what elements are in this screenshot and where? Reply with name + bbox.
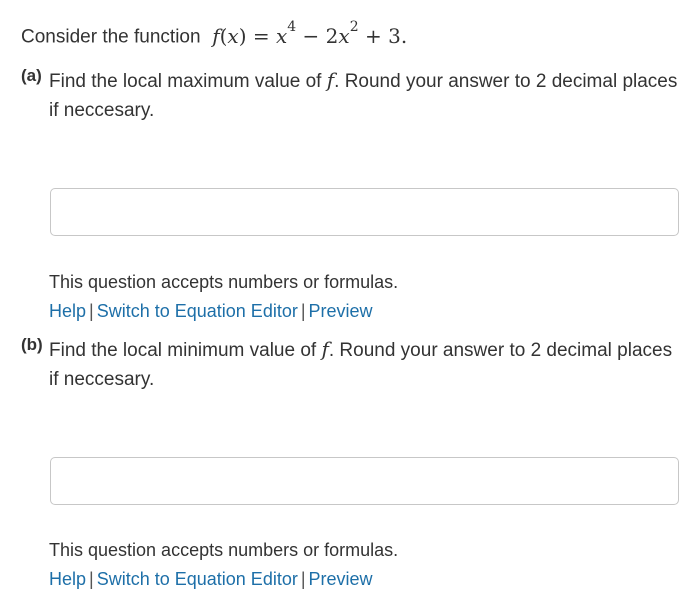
part-a-answer-input[interactable] [50, 188, 679, 236]
part-b-prompt-before: Find the local minimum value of [49, 340, 317, 361]
part-b-preview-link[interactable]: Preview [308, 569, 373, 589]
part-a-preview-link[interactable]: Preview [308, 301, 373, 321]
part-b-answer-input[interactable] [50, 457, 679, 505]
part-a-prompt-var: f [326, 68, 335, 92]
link-separator: | [300, 569, 306, 589]
part-b-prompt-var: f [321, 337, 329, 361]
function-name: f [212, 23, 220, 48]
part-a-prompt [49, 66, 679, 125]
constant-term: 3 [388, 23, 401, 48]
part-a-prompt-after: . Round your answer to 2 decimal places if neccesary. [49, 71, 678, 121]
formula-period: . [400, 23, 408, 48]
link-separator: | [89, 301, 94, 321]
part-b-accepts-note: This question accepts numbers or formulas. [49, 540, 399, 560]
part-b-links [49, 569, 373, 590]
operator-plus: + [364, 23, 382, 48]
part-a-switch-editor-link[interactable]: Switch to Equation Editor [96, 301, 298, 321]
term1-exponent: 4 [287, 19, 297, 35]
term2-base: x [338, 23, 350, 48]
part-b-switch-editor-link[interactable]: Switch to Equation Editor [96, 569, 298, 589]
part-a-accepts-note: This question accepts numbers or formulas. [49, 272, 399, 292]
term2-coefficient: 2 [325, 23, 339, 48]
function-formula: $f(x) = x^4 - 2x^2 + 3$. [212, 19, 408, 48]
part-b-prompt-after: . Round your answer to 2 decimal places if neccesary. [49, 340, 673, 390]
part-b-prompt [49, 335, 679, 394]
part-a-prompt-before: Find the local maximum value of [49, 71, 322, 92]
operator-minus: − [302, 23, 320, 48]
part-b-help-link[interactable]: Help [49, 569, 87, 589]
function-variable: x [227, 23, 239, 48]
part-b-label: (b) [21, 335, 43, 354]
link-separator: | [89, 569, 94, 589]
question-intro [21, 14, 407, 55]
part-a-links [49, 301, 373, 322]
part-a-help-link[interactable]: Help [49, 301, 87, 321]
term2-exponent: 2 [349, 19, 359, 35]
link-separator: | [300, 301, 306, 321]
intro-text: Consider the function [21, 26, 201, 48]
term1-base: x [275, 23, 288, 48]
part-a-label: (a) [21, 66, 42, 85]
